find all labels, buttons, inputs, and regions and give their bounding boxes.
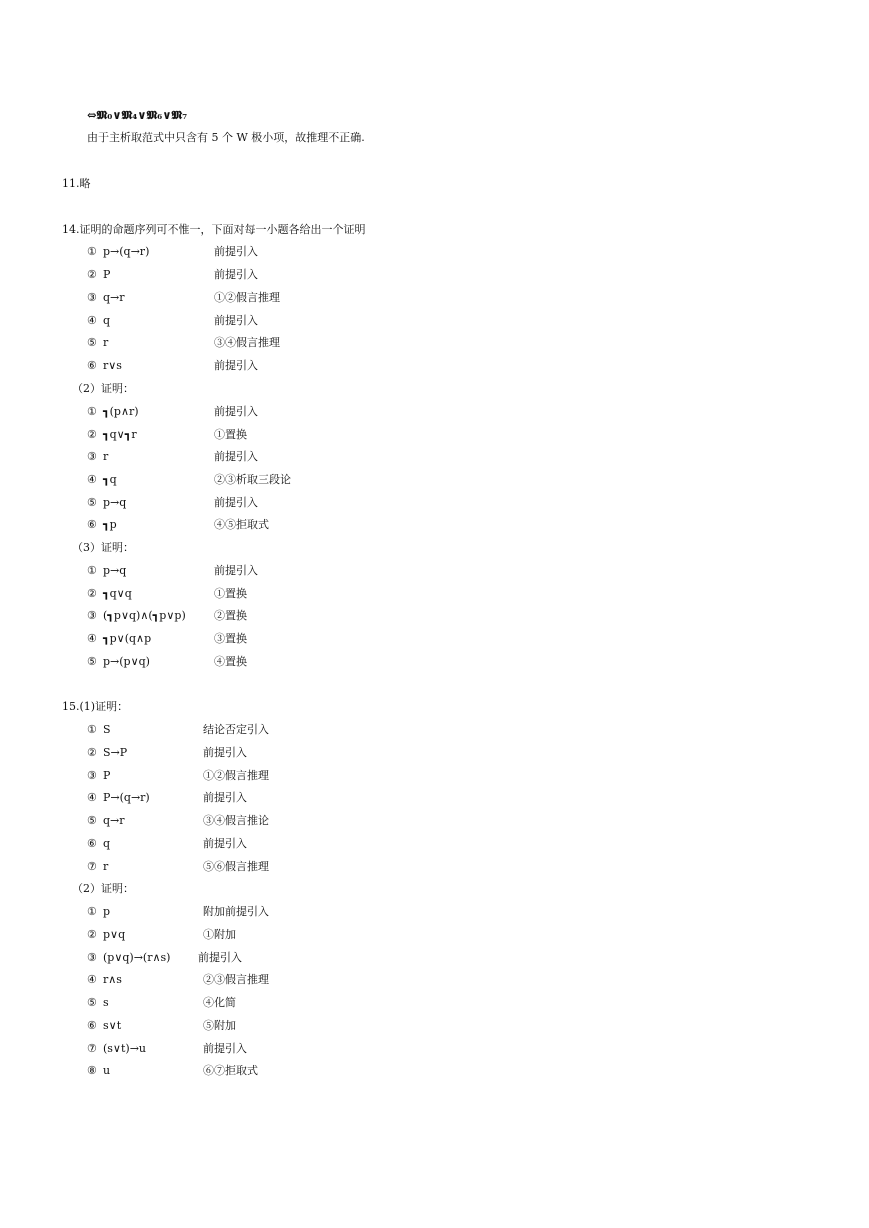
step-number: ⑥ bbox=[87, 359, 97, 372]
step-formula: r bbox=[103, 450, 109, 463]
step-justification: 前提引入 bbox=[214, 564, 258, 577]
step-number: ⑥ bbox=[87, 518, 97, 531]
step-justification: ④置换 bbox=[214, 655, 247, 668]
step-number: ⑧ bbox=[87, 1064, 97, 1077]
step-justification: 前提引入 bbox=[214, 450, 258, 463]
step-justification: ①置换 bbox=[214, 587, 247, 600]
q14-part3-label: （3）证明： bbox=[72, 541, 134, 554]
step-number: ⑥ bbox=[87, 837, 97, 850]
step-number: ① bbox=[87, 245, 97, 258]
step-formula: (s∨t)→u bbox=[103, 1042, 147, 1055]
step-formula: s∨t bbox=[103, 1019, 122, 1032]
step-justification: 前提引入 bbox=[203, 791, 247, 804]
step-justification: 前提引入 bbox=[214, 405, 258, 418]
step-formula: s bbox=[103, 996, 109, 1009]
step-number: ⑤ bbox=[87, 336, 97, 349]
step-number: ⑦ bbox=[87, 860, 97, 873]
step-justification: 前提引入 bbox=[214, 268, 258, 281]
step-number: ① bbox=[87, 905, 97, 918]
step-number: ② bbox=[87, 587, 97, 600]
q14-part2-label: （2）证明： bbox=[72, 382, 134, 395]
step-justification: ③④假言推论 bbox=[203, 814, 269, 827]
step-justification: ⑤附加 bbox=[203, 1019, 236, 1032]
step-justification: ①②假言推理 bbox=[203, 769, 269, 782]
step-formula: q bbox=[103, 837, 111, 850]
step-formula: q→r bbox=[103, 814, 125, 827]
step-number: ① bbox=[87, 405, 97, 418]
step-justification: ③置换 bbox=[214, 632, 247, 645]
q15-heading: 15.(1)证明： bbox=[62, 700, 129, 713]
step-number: ⑥ bbox=[87, 1019, 97, 1032]
step-formula: p∨q bbox=[103, 928, 126, 941]
conclusion-text: 由于主析取范式中只含有 5 个 W 极小项，故推理不正确. bbox=[87, 131, 365, 144]
step-justification: ⑥⑦拒取式 bbox=[203, 1064, 258, 1077]
step-justification: ④化简 bbox=[203, 996, 236, 1009]
step-formula: p→(q→r) bbox=[103, 245, 150, 258]
step-justification: 前提引入 bbox=[203, 746, 247, 759]
q15-part2-label: （2）证明： bbox=[72, 882, 134, 895]
step-formula: p→(p∨q) bbox=[103, 655, 150, 668]
step-justification: 前提引入 bbox=[214, 359, 258, 372]
step-formula: (┓p∨q)∧(┓p∨p) bbox=[103, 609, 186, 622]
step-number: ③ bbox=[87, 450, 97, 463]
step-number: ⑤ bbox=[87, 996, 97, 1009]
step-number: ② bbox=[87, 268, 97, 281]
step-number: ⑦ bbox=[87, 1042, 97, 1055]
step-justification: 前提引入 bbox=[214, 496, 258, 509]
step-number: ③ bbox=[87, 769, 97, 782]
step-formula: P bbox=[103, 769, 111, 782]
step-number: ③ bbox=[87, 291, 97, 304]
step-justification: 前提引入 bbox=[214, 245, 258, 258]
step-formula: p→q bbox=[103, 496, 127, 509]
step-number: ② bbox=[87, 928, 97, 941]
step-justification: ②置换 bbox=[214, 609, 247, 622]
step-formula: ┓(p∧r) bbox=[103, 405, 139, 418]
step-formula: ┓p bbox=[103, 518, 117, 531]
step-formula: r bbox=[103, 336, 109, 349]
step-formula: q bbox=[103, 314, 111, 327]
step-number: ④ bbox=[87, 632, 97, 645]
step-number: ① bbox=[87, 723, 97, 736]
q14-heading: 14.证明的命题序列可不惟一，下面对每一小题各给出一个证明 bbox=[62, 223, 366, 236]
step-formula: u bbox=[103, 1064, 111, 1077]
step-justification: 前提引入 bbox=[198, 951, 242, 964]
step-justification: 前提引入 bbox=[214, 314, 258, 327]
step-justification: ③④假言推理 bbox=[214, 336, 280, 349]
step-justification: ④⑤拒取式 bbox=[214, 518, 269, 531]
step-justification: 结论否定引入 bbox=[203, 723, 269, 736]
step-number: ④ bbox=[87, 314, 97, 327]
step-justification: ⑤⑥假言推理 bbox=[203, 860, 269, 873]
step-formula: q→r bbox=[103, 291, 125, 304]
step-number: ④ bbox=[87, 973, 97, 986]
step-number: ④ bbox=[87, 791, 97, 804]
step-formula: p→q bbox=[103, 564, 127, 577]
step-formula: r∨s bbox=[103, 359, 122, 372]
step-justification: 附加前提引入 bbox=[203, 905, 269, 918]
step-formula: (p∨q)→(r∧s) bbox=[103, 951, 171, 964]
step-number: ⑤ bbox=[87, 655, 97, 668]
step-justification: 前提引入 bbox=[203, 837, 247, 850]
step-number: ④ bbox=[87, 473, 97, 486]
step-formula: r∧s bbox=[103, 973, 122, 986]
step-formula: p bbox=[103, 905, 111, 918]
step-number: ② bbox=[87, 428, 97, 441]
step-formula: ┓p∨(q∧p bbox=[103, 632, 152, 645]
step-number: ① bbox=[87, 564, 97, 577]
step-formula: S bbox=[103, 723, 111, 736]
step-number: ⑤ bbox=[87, 814, 97, 827]
step-formula: P→(q→r) bbox=[103, 791, 150, 804]
step-justification: ①置换 bbox=[214, 428, 247, 441]
step-formula: ┓q∨q bbox=[103, 587, 132, 600]
step-justification: 前提引入 bbox=[203, 1042, 247, 1055]
step-formula: ┓q∨┓r bbox=[103, 428, 137, 441]
step-justification: ②③假言推理 bbox=[203, 973, 269, 986]
step-formula: P bbox=[103, 268, 111, 281]
step-justification: ①附加 bbox=[203, 928, 236, 941]
step-justification: ①②假言推理 bbox=[214, 291, 280, 304]
step-formula: ┓q bbox=[103, 473, 117, 486]
q11-text: 11.略 bbox=[62, 177, 91, 190]
step-number: ② bbox=[87, 746, 97, 759]
step-number: ⑤ bbox=[87, 496, 97, 509]
step-number: ③ bbox=[87, 951, 97, 964]
step-justification: ②③析取三段论 bbox=[214, 473, 291, 486]
step-formula: r bbox=[103, 860, 109, 873]
step-number: ③ bbox=[87, 609, 97, 622]
equivalence-formula: ⇔𝕸₀∨𝕸₄∨𝕸₆∨𝕸₇ bbox=[87, 108, 188, 122]
step-formula: S→P bbox=[103, 746, 128, 759]
